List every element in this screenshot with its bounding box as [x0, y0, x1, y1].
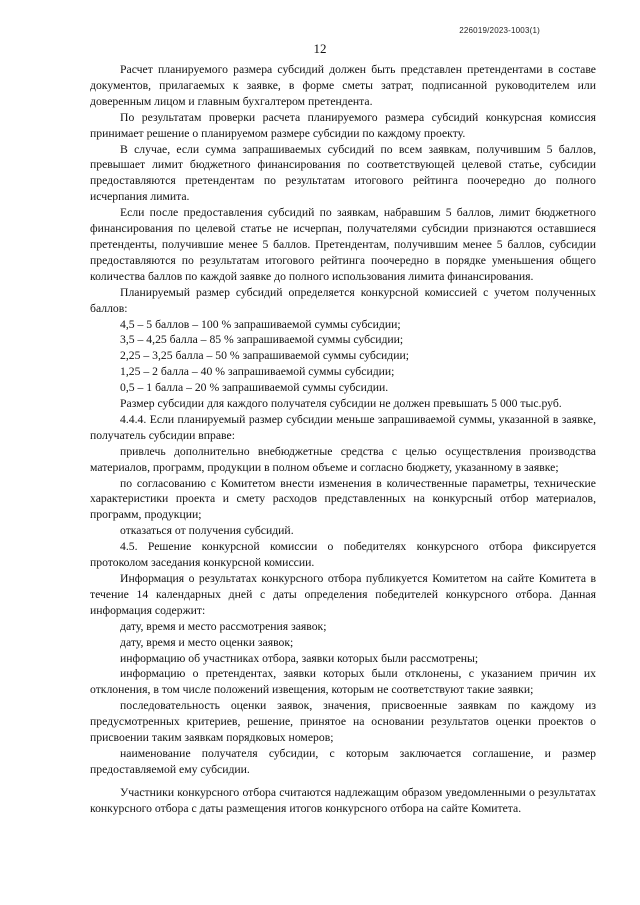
paragraph: Размер субсидии для каждого получателя субсидии не должен превышать 5 000 тыс.руб. [120, 397, 562, 411]
paragraph: Если после предоставления субсидий по заявкам, набравшим 5 баллов, лимит бюджетного финансирования по целевой статье не исчерпан, получателями субсидии признаются оставшиеся претенденты, получившие менее 5 баллов. Претендентам, получившим менее 5 баллов, субсидии предоставляются по результатам итогового рейтинга поочередно в порядке уменьшения общего количества баллов по каждой заявке до полного использования лимита финансирования. [90, 206, 596, 283]
paragraph: В случае, если сумма запрашиваемых субсидий по всем заявкам, получившим 5 баллов, превышает лимит бюджетного финансирования по соответствующей целевой статье, субсидии предоставляются претендентам по результатам итогового рейтинга поочередно до полного исчерпания лимита. [90, 142, 596, 204]
page-number: 12 [313, 41, 327, 56]
paragraph: По результатам проверки расчета планируемого размера субсидий конкурсная комиссия принимает решение о планируемом размере субсидии по каждому проекту. [90, 110, 596, 140]
list-item: отказаться от получения субсидий. [120, 524, 294, 538]
list-item: 2,25 – 3,25 балла – 50 % запрашиваемой суммы субсидии; [120, 349, 410, 363]
paragraph: 4.4.4. Если планируемый размер субсидии меньше запрашиваемой суммы, указанной в заявке, получатель субсидии вправе: [90, 412, 596, 442]
paragraph: Участники конкурсного отбора считаются надлежащим образом уведомленными о результатах конкурсного отбора с даты размещения итогов конкурсного отбора на сайте Комитета. [90, 785, 596, 815]
paragraph: Расчет планируемого размера субсидий должен быть представлен претендентами в составе документов, прилагаемых к заявке, в форме сметы затрат, подписанной руководителем или доверенным лицом и главным бухгалтером претендента. [90, 63, 596, 108]
list-item: информацию об участниках отбора, заявки которых были рассмотрены; [120, 651, 479, 665]
list-item: наименование получателя субсидии, с которым заключается соглашение, и размер предоставляемой ему субсидии. [90, 746, 596, 776]
list-item: последовательность оценки заявок, значения, присвоенные заявкам по каждому из предусмотренных критериев, решение, принятое на основании результатов оценки проектов о присвоении таким заявкам порядковых номеров; [90, 699, 596, 745]
list-item: 4,5 – 5 баллов – 100 % запрашиваемой суммы субсидии; [120, 317, 401, 331]
list-item: 0,5 – 1 балла – 20 % запрашиваемой суммы субсидии. [120, 381, 389, 395]
document-number: 226019/2023-1003(1) [459, 26, 540, 35]
list-item: по согласованию с Комитетом внести изменения в количественные параметры, технические характеристики проекта и смету расходов представленных на конкурсный отбор материалов, программ, продукции; [90, 476, 596, 522]
list-item: дату, время и место рассмотрения заявок; [120, 619, 327, 633]
list-item: привлечь дополнительно внебюджетные средства с целью осуществления производства материалов, программ, продукции в полном объеме и согласно бюджету, указанному в заявке; [90, 444, 596, 474]
list-item: информацию о претендентах, заявки которых были отклонены, с указанием причин их отклонения, в том числе положений извещения, которым не соответствуют такие заявки; [90, 667, 596, 697]
paragraph: Информация о результатах конкурсного отбора публикуется Комитетом на сайте Комитета в течение 14 календарных дней с даты определения победителей конкурсного отбора. Данная информация содержит: [90, 572, 596, 617]
paragraph: Планируемый размер субсидий определяется конкурсной комиссией с учетом полученных баллов: [90, 285, 596, 315]
document-body [90, 62, 596, 817]
list-item: 3,5 – 4,25 балла – 85 % запрашиваемой суммы субсидии; [120, 333, 404, 347]
list-item: дату, время и место оценки заявок; [120, 635, 294, 649]
paragraph: 4.5. Решение конкурсной комиссии о победителях конкурсного отбора фиксируется протоколом заседания конкурсной комиссии. [90, 540, 596, 570]
list-item: 1,25 – 2 балла – 40 % запрашиваемой суммы субсидии; [120, 365, 395, 379]
